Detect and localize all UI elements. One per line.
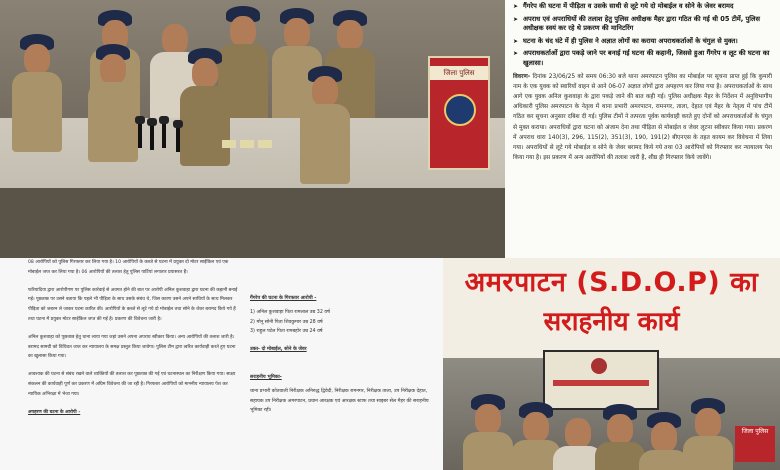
commendable-role-heading: सराहनीय भूमिका- <box>250 374 282 380</box>
document-footer-heading: अपहरण की घटना के आरोपी - <box>28 409 81 415</box>
accused-list-heading: गैंगरेप की घटना के गिरफ्तार आरोपी - <box>250 296 317 301</box>
document-paragraph: आवश्यक की घटना से संबंध रखने वाले व्यक्तियों की तलाश कर पूछताछ की गई एवं घटनास्थल का निरीक्षण किया गया। साक्ष्य संकलन की कार्यवाही पूर्ण कर प्रकरण में अग्रिम विवेचना की जा रही है। गिरफ्तार आरोपियों को माननीय न्यायालय पेश कर न्यायिक अभिरक्षा में भेजा गया। <box>28 372 236 397</box>
press-bullets <box>505 0 780 69</box>
press-conference-photo <box>0 0 505 258</box>
press-bullet: ➤ गैंगरेप की घटना में पीड़िता व उसके साथी से लूटे गये दो मोबाईल व सोने के जेवर बरामद <box>513 2 774 12</box>
document-paragraph: 08 आरोपियों को पुलिस गिरफ्तार कर लिया गया है। 10 आरोपियों के कब्जे से घटना में प्रयुक्त दो मोटर साईकिल एवं एक मोबाईल जप्त कर लिया गया है। 06 आरोपियों की तलाश हेतु पुलिस पार्टियां लगातार प्रयासरत हैं। <box>28 260 229 275</box>
table-front <box>0 188 505 258</box>
press-body-label: विवरण- <box>513 73 531 80</box>
police-emblem-icon <box>444 94 476 126</box>
press-bullet: ➤ अपराधकर्ताओं द्वारा पकड़े जाने पर बनाई गई घटना की कहानी, जिससे हुआ गैंगरेप व लूट की घटना का खुलासा। <box>513 49 774 68</box>
microphone <box>150 124 154 150</box>
seized-item <box>222 140 236 148</box>
accused-list-item: 3) राहुल पटेल पिता रामबहोर उम्र 24 वर्ष <box>250 329 323 335</box>
police-nameplate: जिला पुलिस <box>735 426 775 462</box>
accused-list-item: 1) अनिल कुशवाहा पिता रामलाल उम्र 32 वर्ष <box>250 309 330 315</box>
microphone <box>138 122 142 148</box>
accused-list-item: 2) मोनू सोनी पिता शिवकुमार उम्र 28 वर्ष <box>250 319 323 325</box>
seized-item <box>258 140 272 148</box>
document-right-column <box>250 258 430 470</box>
sdop-headline-photo <box>443 258 780 470</box>
press-body <box>513 72 772 218</box>
document-paragraph: अनिल कुशवाहा को पूछताछ हेतु थाना लाया गया जहां उसने अपना अपराध स्वीकार किया। अन्य आरोपियों की तलाश जारी है। बरामद सामग्री को विधिवत जप्त कर न्यायालय के समक्ष प्रस्तुत किया जावेगा। पुलिस टीम द्वारा त्वरित कार्यवाही करते हुए घटना का खुलासा किया गया। <box>28 334 236 360</box>
microphone <box>162 122 166 148</box>
banner-text: जिला पुलिस <box>430 66 488 80</box>
press-bullet: ➤ घटना के चंद घंटे में ही पुलिस ने अज्ञात लोगों का कराया अपराधकर्ताओं के चंगुल से मुक्त। <box>513 37 774 47</box>
board-emblem-icon <box>591 358 607 374</box>
press-document-bottom <box>0 258 443 470</box>
document-left-column <box>28 258 238 470</box>
press-note-top <box>505 0 780 258</box>
seized-item <box>240 140 254 148</box>
press-body-text: दिनांक 23/06/25 को समय 06:30 बजे थाना अमरपाटन पुलिस का मोबाईल पर सूचना प्राप्त हुई कि कुमारी नाम के एक युवक को स्वारियों वाहन से आने 06-07 अज्ञात लोगों द्वारा अपहरण कर लिया गया है। अपराधकर्ताओं के साथ आगे एक युवक अनिल कुशवाहा के द्वारा पकड़े जाने की बात कही गई। पुलिस अधीक्षक मैहर के निर्देशन में अनुविभागीय अधिकारी पुलिस अमरपाटन के नेतृत्व में थाना प्रभारी अमरपाटन, रामनगर, ताला, देहात एवं मैहर के नेतृत्व में पांच टीमें गठित कर सूचना अनुसार दबिश दी गई। पुलिस टीमों ने तत्परता पूर्वक कार्यवाही करते हुए दोनों को अपराधकर्ताओं के चंगुल से मुक्त कराया। अपराधियों द्वारा घटना को अंजाम देना तथा पीड़िता से मोबाईल व जेवर लूटना स्वीकार किया गया। प्रकरण में अपराध धारा 140(3), 296, 115(2), 351(3), 190, 191(2) बीएनएस के तहत कायम कर विवेचना में लिया गया। अपराधियों से लूटे गये मोबाईल व सोने के जेवर बरामद किये गये तथा 03 आरोपियों को गिरफ्तार कर न्यायालय पेश किया गया है। इस प्रकरण में अन्य आरोपियों की तलाश जारी है, शीघ्र ही गिरफ्तार किये जावेंगे। <box>513 73 772 162</box>
display-board <box>543 350 659 410</box>
board-stripe <box>553 380 649 386</box>
press-bullet: ➤ अपराध एवं अपराधियों की तलाश हेतु पुलिस अधीक्षक मैहर द्वारा गठित की गई थी 05 टीमें, पुलिस अधीक्षक स्वयं कर रहे थे प्रकरण की मानिटरिंग <box>513 15 774 34</box>
microphone <box>176 126 180 152</box>
document-paragraph: फरियादिया द्वारा आरोपीगण पर पुलिस कार्रवाई से अवगत होने की बात पर आरोपी अनिल कुशवाहा द्वारा घटना की कहानी बनाई गई। पूछताछ पर उसने बताया कि पहले भी पीड़िता के साथ उसके संबंध थे, जिस कारण उसने अपने साथियों के साथ मिलकर पीड़िता को जबरन ले जाकर घटना कारित की। आरोपियों के कब्जे से लूटे गये दो मोबाईल तथा सोने के जेवर बरामद किये गये हैं तथा घटना में प्रयुक्त मोटर साईकिल जप्त की गई है। प्रकरण की विवेचना जारी है। <box>28 287 238 322</box>
commendable-role-text: थाना प्रभारी कोतवाली निरीक्षक अनिरुद्ध द्विवेदी, निरीक्षक रामनगर, निरीक्षक ताला, उप निरीक्षक देहात, सहायक उप निरीक्षक अमरपाटन, प्रधान आरक्षक एवं आरक्षक स्टाफ तथा साइबर सेल मैहर की सराहनीय भूमिका रही। <box>250 388 429 414</box>
district-police-banner <box>428 56 490 170</box>
recovery-note: उक्त- दो मोबाईल, सोने के जेवर <box>250 347 307 353</box>
headline-subtitle: सराहनीय कार्य <box>543 307 680 337</box>
headline-title: अमरपाटन (S.D.O.P) का <box>464 267 759 298</box>
